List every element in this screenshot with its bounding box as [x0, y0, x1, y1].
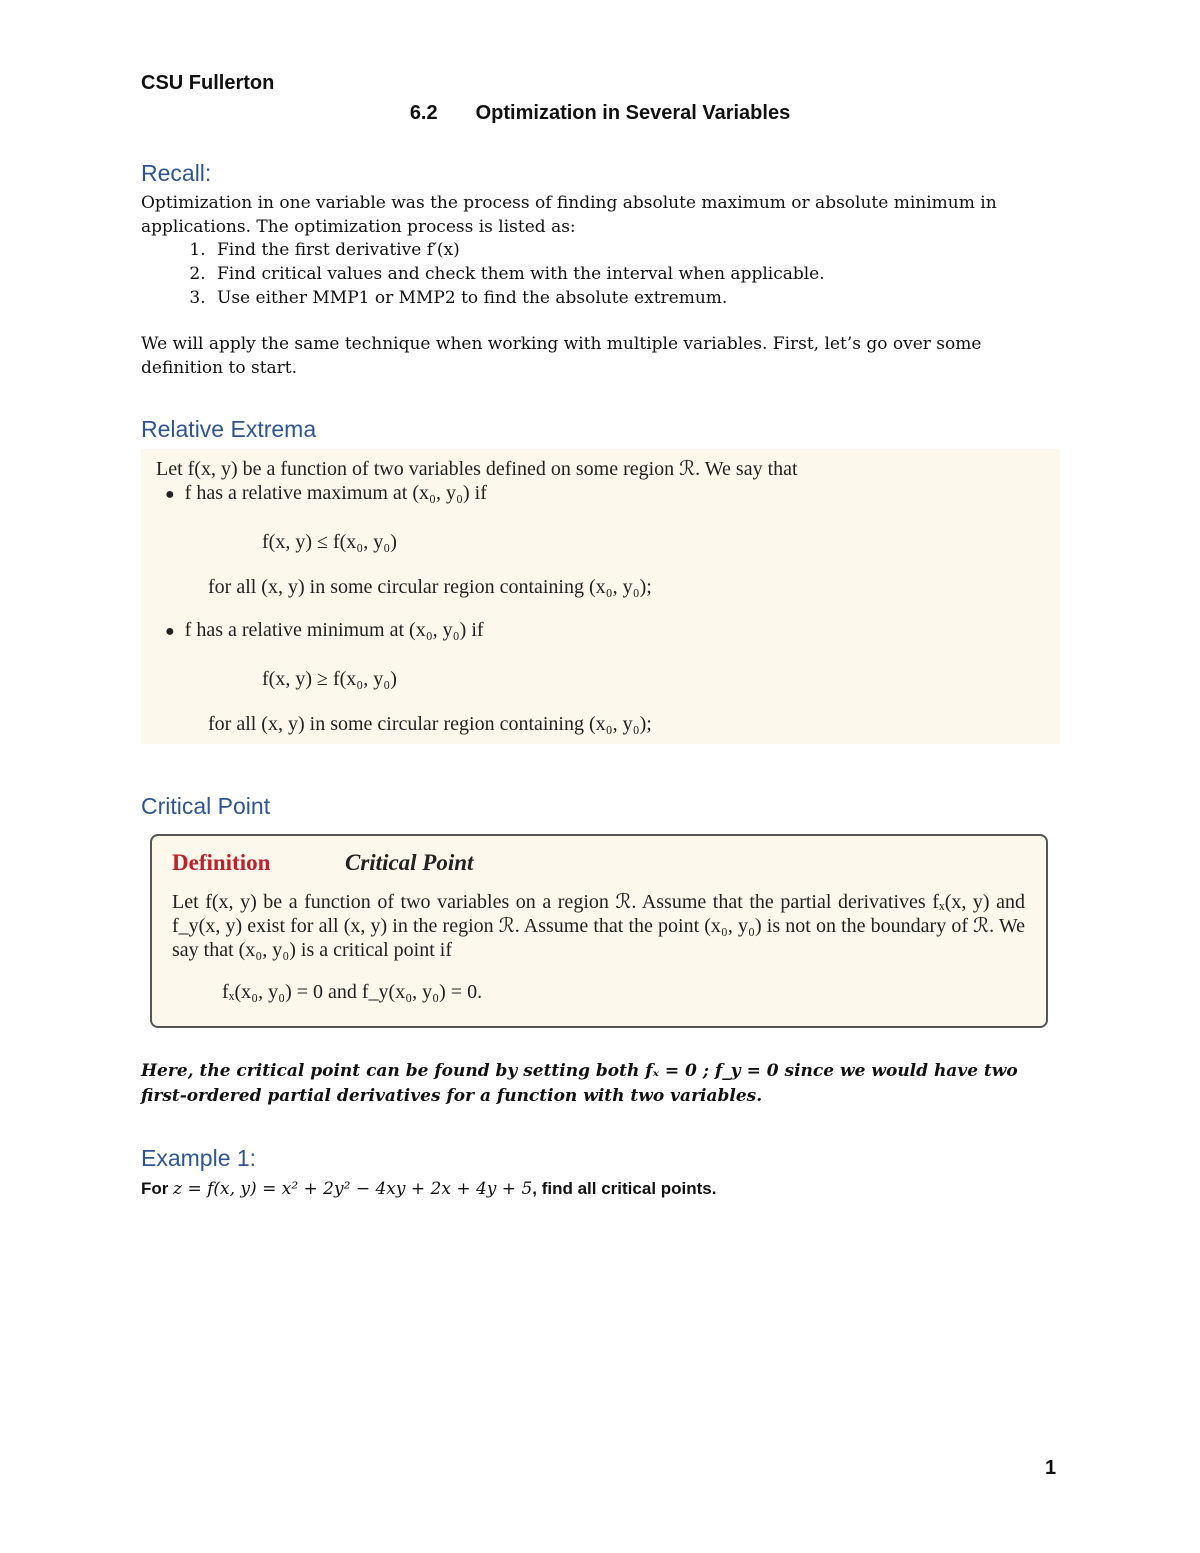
- list-item: 2. Find critical values and check them with the interval when applicable.: [211, 262, 825, 286]
- relative-min-text: f has a relative minimum at (x₀, y₀) if: [184, 619, 484, 641]
- definition-text: Let f(x, y) be a function of two variables on a region ℛ. Assume that the partial derivatives fₓ(x, y) and f_y(x, y) exist for all (x, y) in the region ℛ. Assume that the point (x₀, y₀) is not on the boundary of ℛ. We say that (x₀, y₀) is a critical point if: [172, 891, 1025, 961]
- relative-min-equation: f(x, y) ≥ f(x₀, y₀): [262, 668, 397, 690]
- relative-max-text: f has a relative maximum at (x₀, y₀) if: [184, 482, 487, 504]
- definition-equation: fₓ(x₀, y₀) = 0 and f_y(x₀, y₀) = 0.: [222, 981, 483, 1003]
- example-prefix: For: [141, 1179, 174, 1198]
- critical-point-note: Here, the critical point can be found by setting both fₓ = 0 ; f_y = 0 since we would have two first-ordered partial derivatives for a function with two variables.: [141, 1061, 1018, 1106]
- steps-list: [141, 238, 825, 310]
- region-condition-2: for all (x, y) in some circular region containing (x₀, y₀);: [208, 713, 652, 735]
- critical-point-heading: Critical Point: [141, 793, 271, 819]
- section-title: Optimization in Several Variables: [475, 102, 791, 124]
- relative-min-line: [165, 619, 484, 642]
- page-title: [0, 102, 1200, 125]
- recall-paragraph: Optimization in one variable was the process of finding absolute maximum or absolute minimum in applications. The optimization process is listed as:: [141, 193, 997, 237]
- recall-heading: Recall:: [141, 160, 212, 186]
- definition-title: Critical Point: [345, 850, 474, 875]
- example-heading: Example 1:: [141, 1145, 257, 1171]
- relative-max-line: [165, 482, 487, 505]
- definition-label: Definition: [172, 850, 271, 875]
- bullet-icon: ●: [165, 623, 175, 640]
- apply-paragraph: We will apply the same technique when working with multiple variables. First, let’s go over some definition to start.: [141, 334, 982, 378]
- section-number: 6.2: [409, 102, 438, 124]
- extrema-intro: Let f(x, y) be a function of two variables defined on some region ℛ. We say that: [156, 458, 798, 480]
- region-condition-1: for all (x, y) in some circular region containing (x₀, y₀);: [208, 576, 652, 598]
- page-number: 1: [1045, 1457, 1057, 1479]
- relative-max-equation: f(x, y) ≤ f(x₀, y₀): [262, 531, 397, 553]
- example-formula: z = f(x, y) = x² + 2y² − 4xy + 2x + 4y + 5: [173, 1179, 533, 1199]
- bullet-icon: ●: [165, 486, 175, 503]
- list-item: 1. Find the first derivative f′(x): [211, 238, 825, 262]
- header-institution: CSU Fullerton: [141, 72, 275, 94]
- relative-extrema-heading: Relative Extrema: [141, 416, 317, 442]
- list-item: 3. Use either MMP1 or MMP2 to find the absolute extremum.: [211, 286, 825, 310]
- example-problem: [141, 1179, 716, 1199]
- example-suffix: , find all critical points.: [532, 1179, 717, 1198]
